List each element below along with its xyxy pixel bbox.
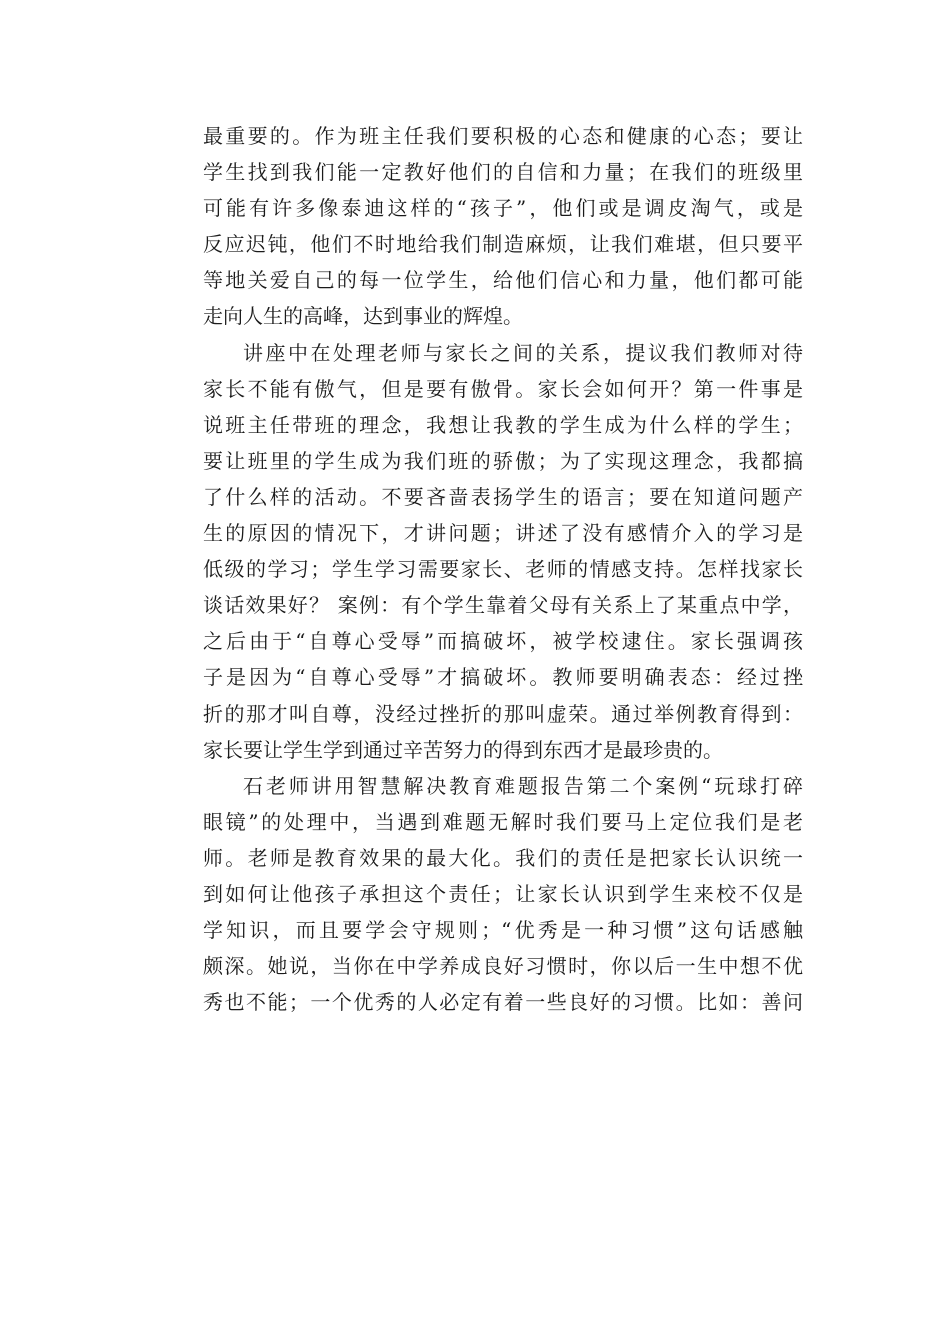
text-line: 颇深。她说，当你在中学养成良好习惯时，你以后一生中想不优 bbox=[203, 954, 803, 979]
text-line: 家长不能有傲气，但是要有傲骨。家长会如何开？第一件事是 bbox=[203, 376, 803, 401]
text-line: 学知识，而且要学会守规则；“优秀是一种习惯”这句话感触 bbox=[203, 918, 803, 943]
text-line: 学生找到我们能一定教好他们的自信和力量；在我们的班级里 bbox=[203, 160, 803, 185]
paragraph-2 bbox=[203, 335, 803, 768]
text-line: 可能有许多像泰迪这样的“孩子”，他们或是调皮淘气，或是 bbox=[203, 196, 803, 221]
text-line: 说班主任带班的理念，我想让我教的学生成为什么样的学生； bbox=[203, 412, 803, 437]
text-line: 最重要的。作为班主任我们要积极的心态和健康的心态；要让 bbox=[203, 124, 803, 148]
text-line: 低级的学习；学生学习需要家长、老师的情感支持。怎样找家长 bbox=[203, 557, 803, 582]
text-line: 师。老师是教育效果的最大化。我们的责任是把家长认识统一 bbox=[203, 845, 803, 870]
text-line: 折的那才叫自尊，没经过挫折的那叫虚荣。通过举例教育得到： bbox=[203, 701, 803, 726]
text-line: 反应迟钝，他们不时地给我们制造麻烦，让我们难堪，但只要平 bbox=[203, 232, 803, 257]
text-line: 走向人生的高峰，达到事业的辉煌。 bbox=[203, 304, 523, 329]
body-text bbox=[203, 118, 803, 1020]
text-line: 眼镜”的处理中，当遇到难题无解时我们要马上定位我们是老 bbox=[203, 809, 803, 834]
text-line: 家长要让学生学到通过辛苦努力的得到东西才是最珍贵的。 bbox=[203, 737, 723, 762]
text-line: 谈话效果好？ 案例：有个学生靠着父母有关系上了某重点中学， bbox=[203, 593, 803, 618]
paragraph-1 bbox=[203, 118, 803, 335]
text-line: 之后由于“自尊心受辱”而搞破坏，被学校逮住。家长强调孩 bbox=[203, 629, 803, 654]
text-line: 子是因为“自尊心受辱”才搞破坏。教师要明确表态：经过挫 bbox=[203, 665, 803, 690]
paragraph-3 bbox=[203, 768, 803, 1021]
text-line: 生的原因的情况下，才讲问题；讲述了没有感情介入的学习是 bbox=[203, 521, 803, 546]
text-line: 石老师讲用智慧解决教育难题报告第二个案例“玩球打碎 bbox=[243, 773, 803, 798]
text-line: 了什么样的活动。不要吝啬表扬学生的语言；要在知道问题产 bbox=[203, 484, 803, 509]
text-line: 到如何让他孩子承担这个责任；让家长认识到学生来校不仅是 bbox=[203, 881, 803, 906]
text-line: 要让班里的学生成为我们班的骄傲；为了实现这理念，我都搞 bbox=[203, 448, 803, 473]
text-line: 等地关爱自己的每一位学生，给他们信心和力量，他们都可能 bbox=[203, 268, 803, 293]
text-line: 秀也不能；一个优秀的人必定有着一些良好的习惯。比如：善问 bbox=[203, 990, 803, 1015]
text-line: 讲座中在处理老师与家长之间的关系，提议我们教师对待 bbox=[243, 340, 803, 365]
